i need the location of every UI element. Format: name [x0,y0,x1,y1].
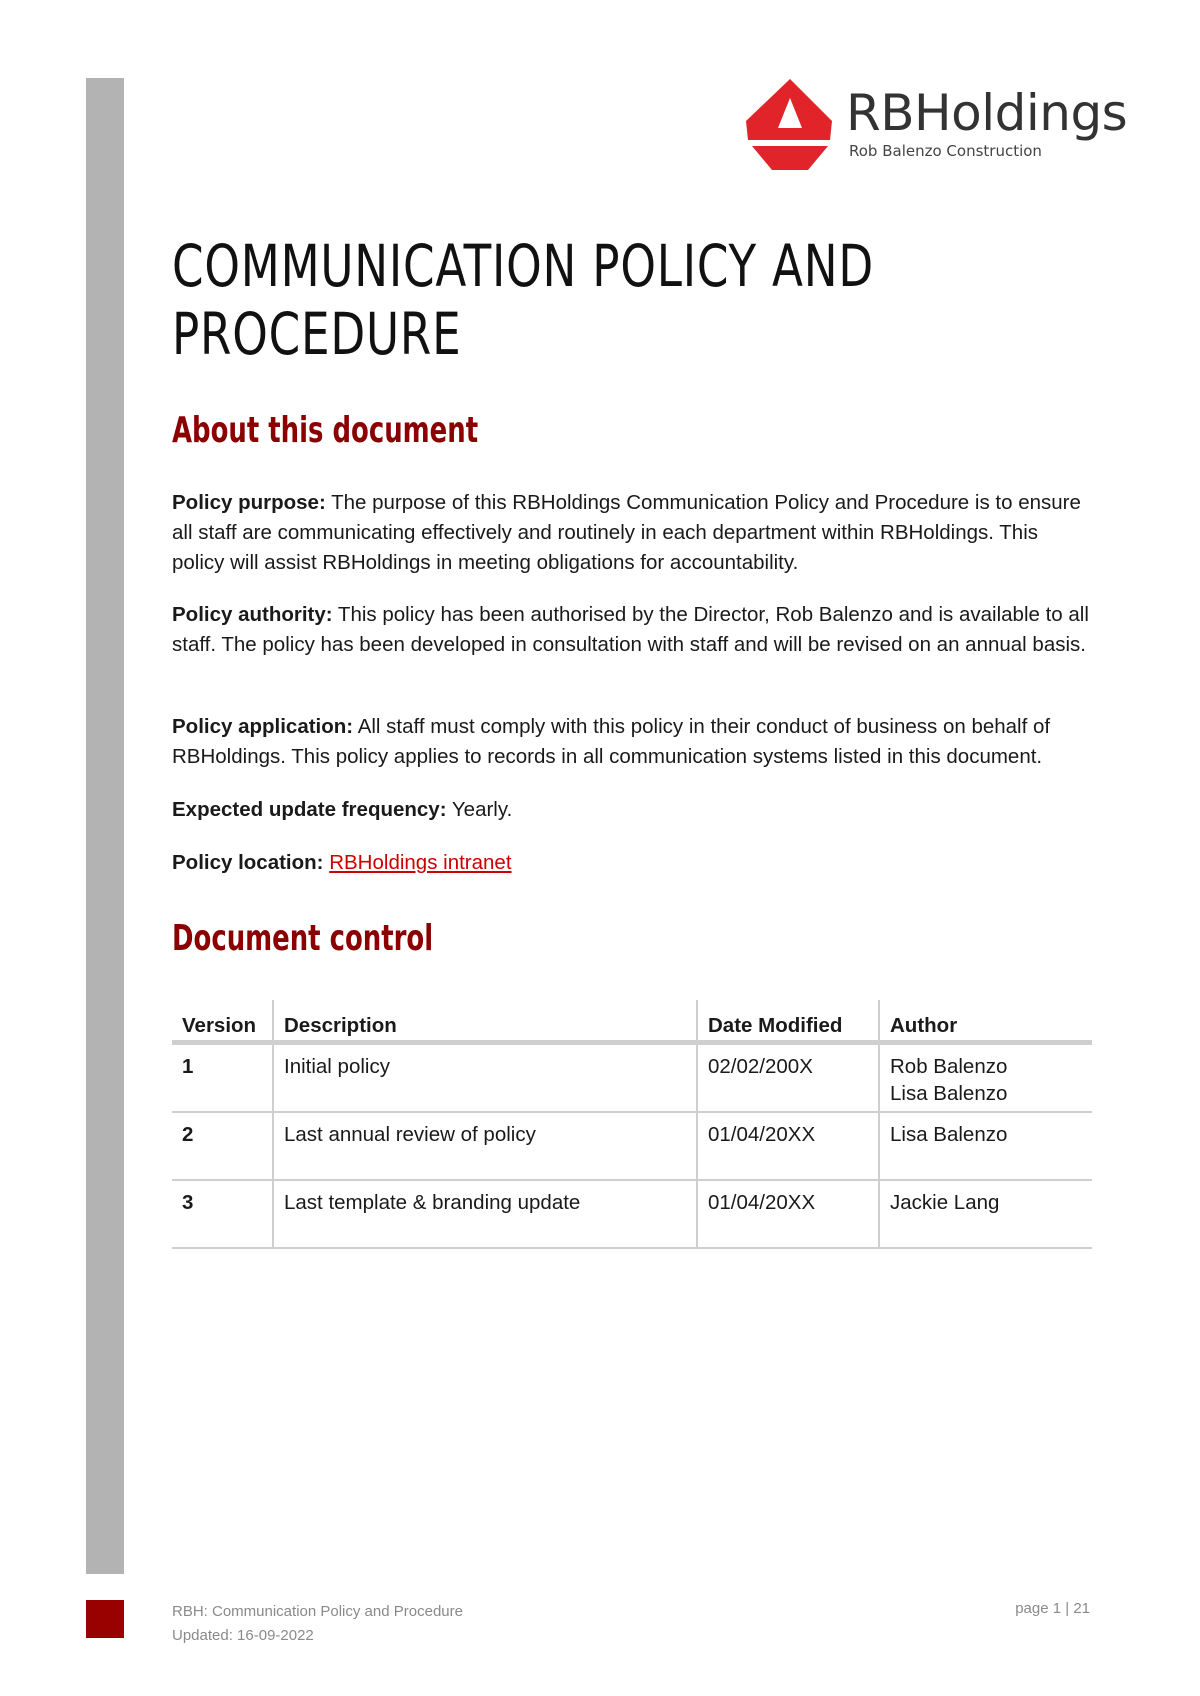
logo-triangle-icon [740,76,840,176]
document-control-table [172,1000,1092,1249]
header-author: Author [879,1000,1092,1043]
policy-purpose-text: The purpose of this RBHoldings Communication Policy and Procedure is to ensure all staff are communicating effectively and routinely in each department within RBHoldings. This policy will assist RBHoldings in meeting obligations for accountability. [172,491,1081,574]
footer-doc-title: RBH: Communication Policy and Procedure [172,1603,463,1620]
policy-authority-text: This policy has been authorised by the Director, Rob Balenzo and is available to all staff. The policy has been developed in consultation with staff and will be revised on an annual basis. [172,603,1089,656]
version-cell: 2 [172,1112,273,1180]
document-control-heading: Document control [172,918,434,959]
company-logo [740,76,1128,176]
update-frequency-text: Yearly. [446,798,513,821]
footer-updated: Updated: 16-09-2022 [172,1627,314,1644]
version-cell: 3 [172,1180,273,1248]
table-header-row [172,1000,1092,1043]
author-name: Lisa Balenzo [890,1123,1008,1146]
author-cell [879,1180,1092,1248]
author-cell [879,1112,1092,1180]
table-row [172,1112,1092,1180]
table-row [172,1043,1092,1113]
footer-info [172,1600,463,1648]
date-cell: 02/02/200X [697,1043,879,1113]
policy-purpose-label: Policy purpose: [172,491,326,514]
policy-application [172,712,1092,772]
intranet-link[interactable]: RBHoldings intranet [329,851,512,874]
description-cell: Initial policy [273,1043,697,1113]
policy-location [172,848,1092,878]
side-decor-bar [86,78,124,1574]
logo-name: RBHoldings [846,84,1128,142]
author-name: Rob Balenzo [890,1055,1008,1078]
page-title: COMMUNICATION POLICY AND PROCEDURE [172,232,874,368]
date-cell: 01/04/20XX [697,1180,879,1248]
update-frequency-label: Expected update frequency: [172,798,447,821]
header-description: Description [273,1000,697,1043]
header-version: Version [172,1000,273,1043]
policy-purpose [172,488,1092,578]
about-heading: About this document [172,410,479,451]
policy-application-label: Policy application: [172,715,354,738]
page-number: page 1 | 21 [1015,1600,1090,1617]
version-cell: 1 [172,1043,273,1113]
description-cell: Last template & branding update [273,1180,697,1248]
policy-location-label: Policy location: [172,851,324,874]
logo-tagline: Rob Balenzo Construction [849,142,1042,160]
policy-application-text: All staff must comply with this policy in their conduct of business on behalf of RBHoldings. This policy applies to records in all communication systems listed in this document. [172,715,1051,768]
header-date-modified: Date Modified [697,1000,879,1043]
author-name: Lisa Balenzo [890,1082,1008,1105]
table-row [172,1180,1092,1248]
update-frequency [172,795,1092,825]
date-cell: 01/04/20XX [697,1112,879,1180]
footer-square-mark [86,1600,124,1638]
description-cell: Last annual review of policy [273,1112,697,1180]
author-cell [879,1043,1092,1113]
policy-authority [172,600,1092,660]
policy-authority-label: Policy authority: [172,603,333,626]
author-name: Jackie Lang [890,1191,1000,1214]
